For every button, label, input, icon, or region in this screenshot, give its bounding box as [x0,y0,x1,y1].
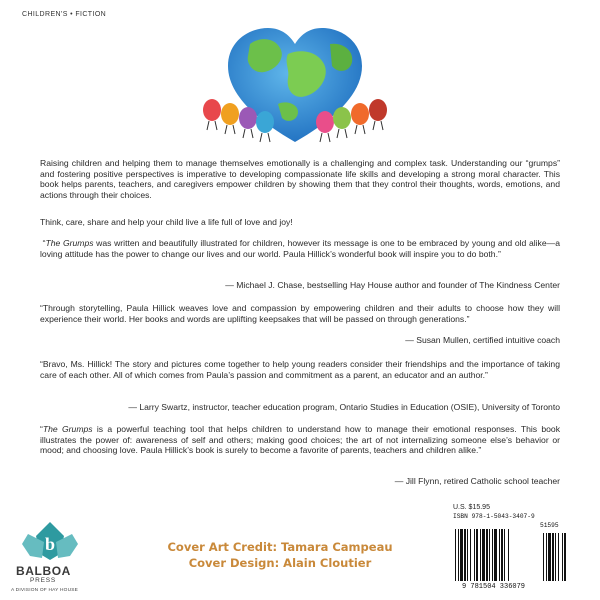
description: Raising children and helping them to manage themselves emotionally is a challenging and complex task. Understanding our “grumps” and fostering positive perspectives is imperative to developing compassionate life skills and developing a strong moral character. This book helps parents, teachers, and caregivers empower children by showing them that they control their thoughts, words, emotions, and actions through their choices. [40,158,560,200]
balboa-press-logo [10,516,90,596]
testimonial-2-author: — Susan Mullen, certified intuitive coach [405,335,560,345]
isbn-label: ISBN 978-1-5043-3407-9 [453,513,535,520]
price-addon-code: 51595 [540,522,559,529]
cover-art-credit: Cover Art Credit: Tamara Campeau [167,540,393,554]
testimonial-1-quote: was written and beautifully illustrated for children, however its message is one to be embraced by young and old alike—a loving attitude has the power to change our lives and our world. Paula Hillick’s wonderful book will inspire you to do both.” [40,238,561,259]
logo-letter: b [44,534,56,554]
heart-globe-illustration [190,14,400,152]
category-label: CHILDREN'S • FICTION [22,11,107,18]
barcode-number: 9 781504 336079 [462,583,526,591]
cover-design-credit: Cover Design: Alain Cloutier [188,556,372,570]
isbn-barcode [453,515,577,585]
tagline: Think, care, share and help your child live a life full of love and joy! [40,217,293,227]
testimonial-3-quote: “Bravo, Ms. Hillick! The story and pictures come together to help young readers consider their friendships and the importance of taking care of each other. All of which comes from Paula’s passion and commitment as a parent, an educator and an author.” [40,359,560,380]
publisher-division: A DIVISION OF HAY HOUSE [11,588,79,593]
book-title: The Grumps [42,424,93,434]
publisher-name: BALBOA [16,564,71,578]
testimonial-2-quote: “Through storytelling, Paula Hillick weaves love and compassion by empowering children and their adults to choose how they will experience their world. Her books and words are uplifting keepsakes that will be passed on through generations.” [40,303,560,324]
testimonial-4: “The Grumps is a powerful teaching tool that helps children to understand how to manage their emotional responses. This book illustrates the power of: awareness of self and others; making good choices; the art of not internalizing someone else’s behavior or mood; and choosing love. Paula Hillick’s book is surely to become a favorite of parents, teachers and children alike.” [40,424,561,456]
cover-credits [140,539,420,571]
publisher-imprint: PRESS [30,577,57,584]
testimonial-1-author: — Michael J. Chase, bestselling Hay House author and founder of The Kindness Center [225,280,560,290]
testimonial-4-quote: is a powerful teaching tool that helps children to understand how to manage their emotional responses. This book illustrates the power of: awareness of self and others; making good choices; the art of not internalizing someone else’s behavior or mood; and choosing love. Paula Hillick’s book is surely to become a favorite of parents, teachers and children alike.” [40,424,561,456]
testimonial-3-author: — Larry Swartz, instructor, teacher education program, Ontario Studies in Education (OSIE), University of Toronto [128,402,560,412]
book-title: The Grumps [45,238,94,248]
testimonial-1: “The Grumps was written and beautifully illustrated for children, however its message is one to be embraced by young and old alike—a loving attitude has the power to change our lives and our world. Paula Hillick’s wonderful book will inspire you to do both.” [40,238,561,259]
price-label: U.S. $15.95 [453,504,490,511]
testimonial-4-author: — Jill Flynn, retired Catholic school teacher [394,476,560,486]
